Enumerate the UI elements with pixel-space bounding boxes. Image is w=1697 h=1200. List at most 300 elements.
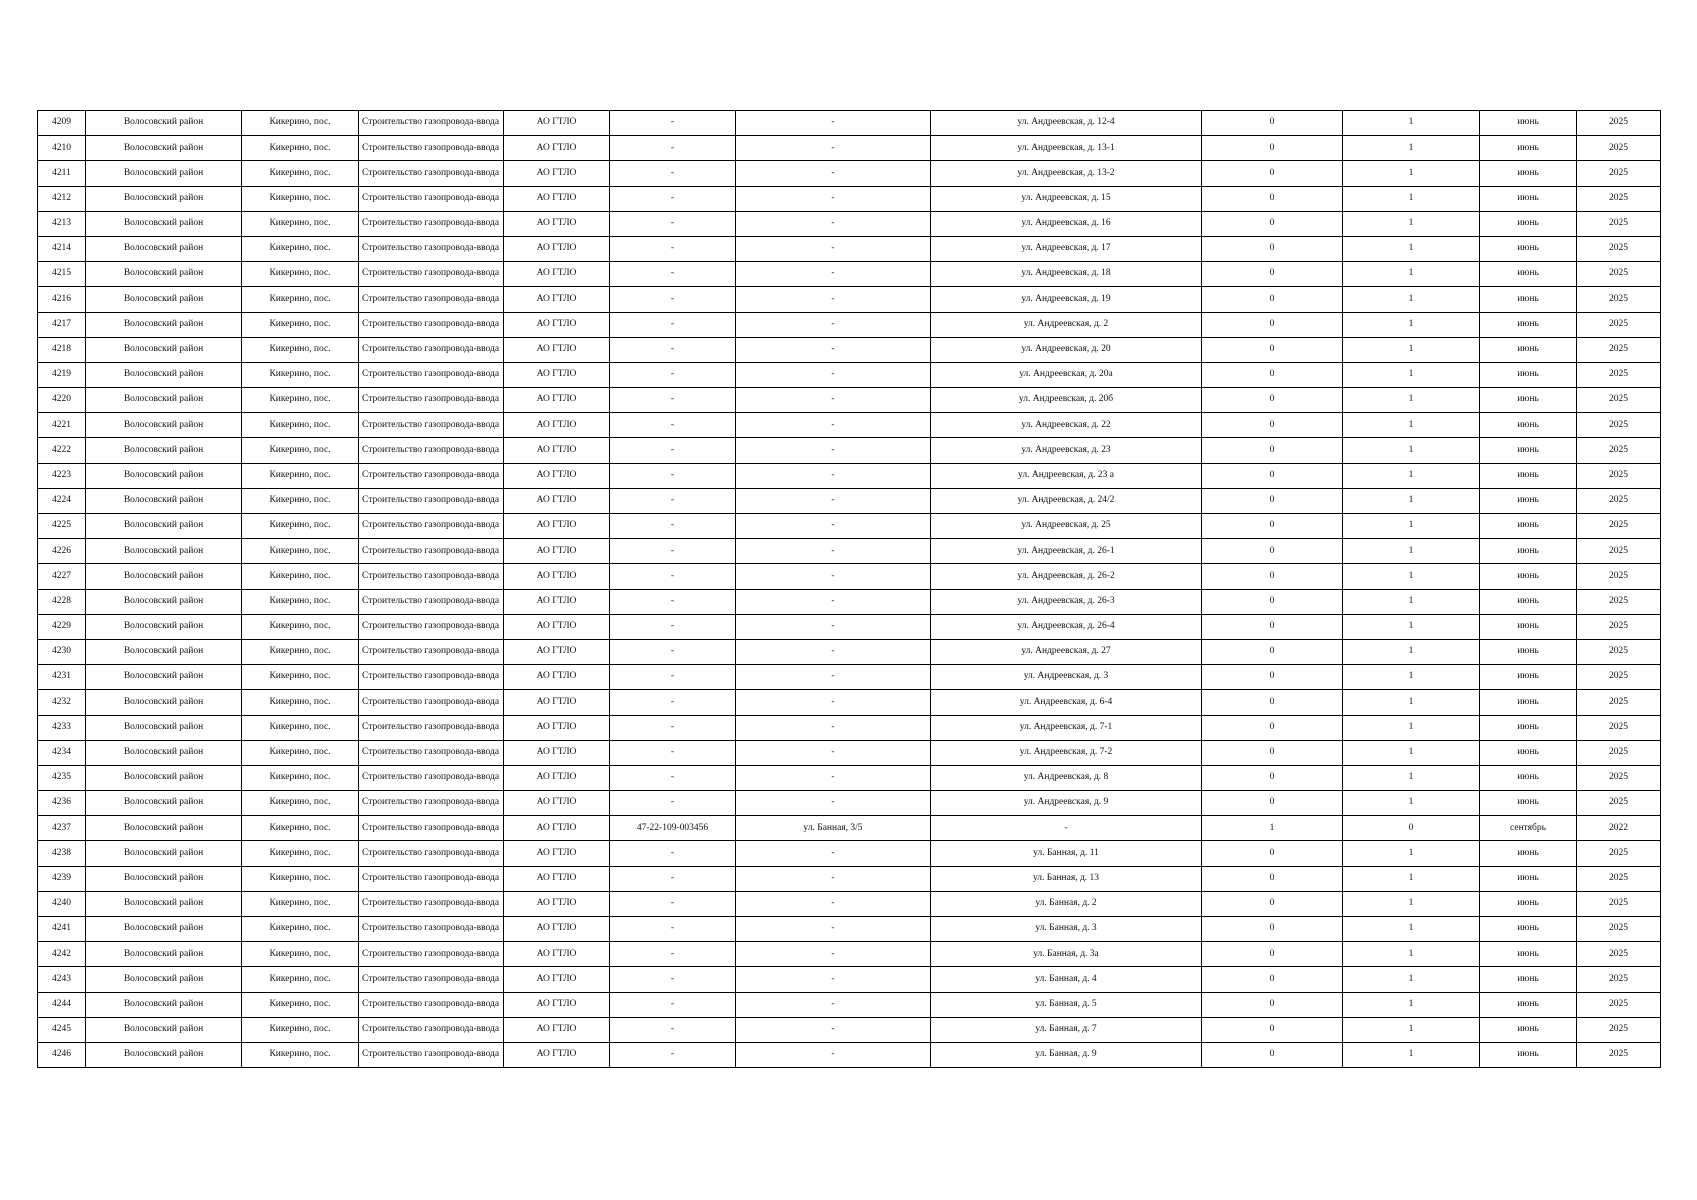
cadastral-number-cell: - — [610, 438, 736, 463]
document-page — [37, 110, 1660, 1068]
work-type-cell: Строительство газопровода-ввода — [359, 514, 504, 539]
connection-address-cell: ул. Банная, д. 5 — [931, 992, 1202, 1017]
district-cell: Волосовский район — [86, 539, 242, 564]
count-planned-cell: 1 — [1343, 1042, 1480, 1067]
count-planned-cell: 1 — [1343, 866, 1480, 891]
district-cell: Волосовский район — [86, 942, 242, 967]
cadastral-number-cell: - — [610, 262, 736, 287]
connection-address-cell: ул. Андреевская, д. 26-3 — [931, 589, 1202, 614]
connection-address-cell: ул. Андреевская, д. 9 — [931, 791, 1202, 816]
object-address-cell: - — [736, 463, 931, 488]
connection-address-cell: ул. Андреевская, д. 7-1 — [931, 715, 1202, 740]
organization-cell: АО ГТЛО — [504, 438, 610, 463]
settlement-cell: Кикерино, пос. — [242, 791, 359, 816]
connection-address-cell: ул. Андреевская, д. 20б — [931, 388, 1202, 413]
count-planned-cell: 1 — [1343, 917, 1480, 942]
connection-address-cell: ул. Андреевская, д. 16 — [931, 211, 1202, 236]
table-row — [38, 816, 1661, 841]
month-cell: июнь — [1480, 463, 1577, 488]
row-number-cell: 4209 — [38, 111, 86, 136]
organization-cell: АО ГТЛО — [504, 1042, 610, 1067]
count-planned-cell: 1 — [1343, 765, 1480, 790]
settlement-cell: Кикерино, пос. — [242, 740, 359, 765]
count-completed-cell: 0 — [1202, 891, 1343, 916]
row-number-cell: 4223 — [38, 463, 86, 488]
connection-address-cell: ул. Андреевская, д. 25 — [931, 514, 1202, 539]
settlement-cell: Кикерино, пос. — [242, 715, 359, 740]
organization-cell: АО ГТЛО — [504, 1017, 610, 1042]
cadastral-number-cell: - — [610, 1017, 736, 1042]
table-row — [38, 866, 1661, 891]
work-type-cell: Строительство газопровода-ввода — [359, 765, 504, 790]
count-planned-cell: 1 — [1343, 539, 1480, 564]
count-planned-cell: 1 — [1343, 1017, 1480, 1042]
object-address-cell: - — [736, 942, 931, 967]
cadastral-number-cell: - — [610, 765, 736, 790]
cadastral-number-cell: - — [610, 337, 736, 362]
row-number-cell: 4216 — [38, 287, 86, 312]
count-planned-cell: 1 — [1343, 236, 1480, 261]
organization-cell: АО ГТЛО — [504, 186, 610, 211]
count-completed-cell: 0 — [1202, 539, 1343, 564]
cadastral-number-cell: - — [610, 413, 736, 438]
settlement-cell: Кикерино, пос. — [242, 765, 359, 790]
work-type-cell: Строительство газопровода-ввода — [359, 967, 504, 992]
object-address-cell: - — [736, 564, 931, 589]
row-number-cell: 4226 — [38, 539, 86, 564]
organization-cell: АО ГТЛО — [504, 589, 610, 614]
row-number-cell: 4236 — [38, 791, 86, 816]
month-cell: июнь — [1480, 765, 1577, 790]
connection-address-cell: ул. Андреевская, д. 13-1 — [931, 136, 1202, 161]
work-type-cell: Строительство газопровода-ввода — [359, 1042, 504, 1067]
settlement-cell: Кикерино, пос. — [242, 665, 359, 690]
work-type-cell: Строительство газопровода-ввода — [359, 917, 504, 942]
month-cell: июнь — [1480, 639, 1577, 664]
cadastral-number-cell: - — [610, 362, 736, 387]
connection-address-cell: ул. Андреевская, д. 19 — [931, 287, 1202, 312]
count-planned-cell: 1 — [1343, 942, 1480, 967]
count-completed-cell: 0 — [1202, 287, 1343, 312]
month-cell: июнь — [1480, 967, 1577, 992]
organization-cell: АО ГТЛО — [504, 236, 610, 261]
month-cell: июнь — [1480, 514, 1577, 539]
year-cell: 2025 — [1577, 211, 1661, 236]
row-number-cell: 4220 — [38, 388, 86, 413]
district-cell: Волосовский район — [86, 614, 242, 639]
work-type-cell: Строительство газопровода-ввода — [359, 312, 504, 337]
table-row — [38, 186, 1661, 211]
settlement-cell: Кикерино, пос. — [242, 816, 359, 841]
settlement-cell: Кикерино, пос. — [242, 236, 359, 261]
month-cell: июнь — [1480, 1042, 1577, 1067]
object-address-cell: - — [736, 589, 931, 614]
object-address-cell: - — [736, 211, 931, 236]
object-address-cell: - — [736, 967, 931, 992]
count-planned-cell: 1 — [1343, 337, 1480, 362]
row-number-cell: 4233 — [38, 715, 86, 740]
object-address-cell: - — [736, 639, 931, 664]
row-number-cell: 4239 — [38, 866, 86, 891]
connection-address-cell: ул. Андреевская, д. 24/2 — [931, 488, 1202, 513]
settlement-cell: Кикерино, пос. — [242, 287, 359, 312]
table-row — [38, 942, 1661, 967]
settlement-cell: Кикерино, пос. — [242, 413, 359, 438]
settlement-cell: Кикерино, пос. — [242, 539, 359, 564]
year-cell: 2025 — [1577, 917, 1661, 942]
year-cell: 2025 — [1577, 111, 1661, 136]
cadastral-number-cell: - — [610, 564, 736, 589]
year-cell: 2025 — [1577, 312, 1661, 337]
count-planned-cell: 1 — [1343, 967, 1480, 992]
count-completed-cell: 0 — [1202, 1017, 1343, 1042]
organization-cell: АО ГТЛО — [504, 312, 610, 337]
connection-address-cell: ул. Банная, д. 13 — [931, 866, 1202, 891]
district-cell: Волосовский район — [86, 765, 242, 790]
table-row — [38, 715, 1661, 740]
connection-address-cell: ул. Андреевская, д. 2 — [931, 312, 1202, 337]
year-cell: 2025 — [1577, 161, 1661, 186]
work-type-cell: Строительство газопровода-ввода — [359, 665, 504, 690]
connection-address-cell: ул. Андреевская, д. 13-2 — [931, 161, 1202, 186]
table-row — [38, 136, 1661, 161]
count-completed-cell: 0 — [1202, 765, 1343, 790]
district-cell: Волосовский район — [86, 665, 242, 690]
month-cell: июнь — [1480, 665, 1577, 690]
object-address-cell: - — [736, 236, 931, 261]
organization-cell: АО ГТЛО — [504, 161, 610, 186]
year-cell: 2025 — [1577, 967, 1661, 992]
row-number-cell: 4217 — [38, 312, 86, 337]
district-cell: Волосовский район — [86, 287, 242, 312]
count-completed-cell: 0 — [1202, 614, 1343, 639]
work-type-cell: Строительство газопровода-ввода — [359, 690, 504, 715]
district-cell: Волосовский район — [86, 564, 242, 589]
count-planned-cell: 1 — [1343, 438, 1480, 463]
connection-address-cell: ул. Андреевская, д. 15 — [931, 186, 1202, 211]
cadastral-number-cell: - — [610, 287, 736, 312]
month-cell: июнь — [1480, 992, 1577, 1017]
row-number-cell: 4224 — [38, 488, 86, 513]
cadastral-number-cell: - — [610, 841, 736, 866]
year-cell: 2025 — [1577, 136, 1661, 161]
count-planned-cell: 1 — [1343, 841, 1480, 866]
row-number-cell: 4245 — [38, 1017, 86, 1042]
cadastral-number-cell: - — [610, 791, 736, 816]
settlement-cell: Кикерино, пос. — [242, 362, 359, 387]
month-cell: сентябрь — [1480, 816, 1577, 841]
table-row — [38, 312, 1661, 337]
settlement-cell: Кикерино, пос. — [242, 514, 359, 539]
district-cell: Волосовский район — [86, 236, 242, 261]
settlement-cell: Кикерино, пос. — [242, 136, 359, 161]
district-cell: Волосовский район — [86, 891, 242, 916]
year-cell: 2025 — [1577, 463, 1661, 488]
organization-cell: АО ГТЛО — [504, 287, 610, 312]
month-cell: июнь — [1480, 136, 1577, 161]
count-completed-cell: 0 — [1202, 665, 1343, 690]
count-planned-cell: 1 — [1343, 891, 1480, 916]
month-cell: июнь — [1480, 917, 1577, 942]
district-cell: Волосовский район — [86, 161, 242, 186]
month-cell: июнь — [1480, 564, 1577, 589]
work-type-cell: Строительство газопровода-ввода — [359, 841, 504, 866]
organization-cell: АО ГТЛО — [504, 488, 610, 513]
work-type-cell: Строительство газопровода-ввода — [359, 262, 504, 287]
count-planned-cell: 1 — [1343, 463, 1480, 488]
work-type-cell: Строительство газопровода-ввода — [359, 564, 504, 589]
object-address-cell: ул. Банная, 3/5 — [736, 816, 931, 841]
row-number-cell: 4232 — [38, 690, 86, 715]
organization-cell: АО ГТЛО — [504, 564, 610, 589]
district-cell: Волосовский район — [86, 514, 242, 539]
district-cell: Волосовский район — [86, 312, 242, 337]
work-type-cell: Строительство газопровода-ввода — [359, 337, 504, 362]
year-cell: 2025 — [1577, 262, 1661, 287]
count-planned-cell: 1 — [1343, 111, 1480, 136]
connection-address-cell: ул. Банная, д. 9 — [931, 1042, 1202, 1067]
month-cell: июнь — [1480, 161, 1577, 186]
month-cell: июнь — [1480, 791, 1577, 816]
table-row — [38, 488, 1661, 513]
district-cell: Волосовский район — [86, 690, 242, 715]
work-type-cell: Строительство газопровода-ввода — [359, 211, 504, 236]
count-planned-cell: 1 — [1343, 362, 1480, 387]
count-planned-cell: 1 — [1343, 488, 1480, 513]
object-address-cell: - — [736, 262, 931, 287]
organization-cell: АО ГТЛО — [504, 362, 610, 387]
organization-cell: АО ГТЛО — [504, 891, 610, 916]
district-cell: Волосовский район — [86, 740, 242, 765]
year-cell: 2025 — [1577, 992, 1661, 1017]
object-address-cell: - — [736, 186, 931, 211]
count-planned-cell: 1 — [1343, 740, 1480, 765]
month-cell: июнь — [1480, 111, 1577, 136]
connection-address-cell: ул. Андреевская, д. 17 — [931, 236, 1202, 261]
object-address-cell: - — [736, 539, 931, 564]
count-planned-cell: 1 — [1343, 312, 1480, 337]
year-cell: 2025 — [1577, 891, 1661, 916]
object-address-cell: - — [736, 413, 931, 438]
count-completed-cell: 0 — [1202, 740, 1343, 765]
connection-address-cell: ул. Андреевская, д. 12-4 — [931, 111, 1202, 136]
table-row — [38, 438, 1661, 463]
connection-address-cell: ул. Андреевская, д. 23 а — [931, 463, 1202, 488]
cadastral-number-cell: - — [610, 992, 736, 1017]
count-completed-cell: 0 — [1202, 564, 1343, 589]
organization-cell: АО ГТЛО — [504, 136, 610, 161]
work-type-cell: Строительство газопровода-ввода — [359, 715, 504, 740]
connection-address-cell: ул. Андреевская, д. 22 — [931, 413, 1202, 438]
district-cell: Волосовский район — [86, 841, 242, 866]
object-address-cell: - — [736, 715, 931, 740]
object-address-cell: - — [736, 287, 931, 312]
month-cell: июнь — [1480, 891, 1577, 916]
count-planned-cell: 1 — [1343, 992, 1480, 1017]
district-cell: Волосовский район — [86, 388, 242, 413]
connection-address-cell: ул. Банная, д. 3а — [931, 942, 1202, 967]
table-row — [38, 287, 1661, 312]
object-address-cell: - — [736, 514, 931, 539]
object-address-cell: - — [736, 841, 931, 866]
connection-address-cell: ул. Андреевская, д. 6-4 — [931, 690, 1202, 715]
organization-cell: АО ГТЛО — [504, 639, 610, 664]
year-cell: 2025 — [1577, 639, 1661, 664]
cadastral-number-cell: - — [610, 463, 736, 488]
object-address-cell: - — [736, 111, 931, 136]
object-address-cell: - — [736, 337, 931, 362]
district-cell: Волосовский район — [86, 992, 242, 1017]
month-cell: июнь — [1480, 312, 1577, 337]
connection-address-cell: ул. Андреевская, д. 27 — [931, 639, 1202, 664]
month-cell: июнь — [1480, 236, 1577, 261]
object-address-cell: - — [736, 488, 931, 513]
count-completed-cell: 0 — [1202, 413, 1343, 438]
month-cell: июнь — [1480, 942, 1577, 967]
settlement-cell: Кикерино, пос. — [242, 463, 359, 488]
district-cell: Волосовский район — [86, 967, 242, 992]
row-number-cell: 4218 — [38, 337, 86, 362]
year-cell: 2025 — [1577, 841, 1661, 866]
count-planned-cell: 1 — [1343, 262, 1480, 287]
organization-cell: АО ГТЛО — [504, 514, 610, 539]
district-cell: Волосовский район — [86, 791, 242, 816]
cadastral-number-cell: - — [610, 589, 736, 614]
settlement-cell: Кикерино, пос. — [242, 967, 359, 992]
organization-cell: АО ГТЛО — [504, 690, 610, 715]
district-cell: Волосовский район — [86, 136, 242, 161]
cadastral-number-cell: - — [610, 967, 736, 992]
month-cell: июнь — [1480, 1017, 1577, 1042]
work-type-cell: Строительство газопровода-ввода — [359, 740, 504, 765]
work-type-cell: Строительство газопровода-ввода — [359, 791, 504, 816]
table-row — [38, 413, 1661, 438]
year-cell: 2025 — [1577, 690, 1661, 715]
row-number-cell: 4215 — [38, 262, 86, 287]
row-number-cell: 4214 — [38, 236, 86, 261]
connection-address-cell: ул. Андреевская, д. 26-4 — [931, 614, 1202, 639]
cadastral-number-cell: - — [610, 236, 736, 261]
organization-cell: АО ГТЛО — [504, 967, 610, 992]
district-cell: Волосовский район — [86, 1042, 242, 1067]
organization-cell: АО ГТЛО — [504, 337, 610, 362]
cadastral-number-cell: - — [610, 891, 736, 916]
row-number-cell: 4231 — [38, 665, 86, 690]
district-cell: Волосовский район — [86, 1017, 242, 1042]
work-type-cell: Строительство газопровода-ввода — [359, 942, 504, 967]
cadastral-number-cell: - — [610, 917, 736, 942]
count-planned-cell: 1 — [1343, 564, 1480, 589]
cadastral-number-cell: - — [610, 161, 736, 186]
year-cell: 2025 — [1577, 236, 1661, 261]
object-address-cell: - — [736, 992, 931, 1017]
row-number-cell: 4212 — [38, 186, 86, 211]
year-cell: 2025 — [1577, 791, 1661, 816]
district-cell: Волосовский район — [86, 211, 242, 236]
settlement-cell: Кикерино, пос. — [242, 1042, 359, 1067]
count-completed-cell: 0 — [1202, 111, 1343, 136]
table-body — [38, 111, 1661, 1068]
district-cell: Волосовский район — [86, 589, 242, 614]
row-number-cell: 4210 — [38, 136, 86, 161]
month-cell: июнь — [1480, 413, 1577, 438]
table-row — [38, 111, 1661, 136]
work-type-cell: Строительство газопровода-ввода — [359, 589, 504, 614]
count-planned-cell: 1 — [1343, 614, 1480, 639]
month-cell: июнь — [1480, 539, 1577, 564]
settlement-cell: Кикерино, пос. — [242, 161, 359, 186]
organization-cell: АО ГТЛО — [504, 388, 610, 413]
count-completed-cell: 0 — [1202, 1042, 1343, 1067]
organization-cell: АО ГТЛО — [504, 791, 610, 816]
count-completed-cell: 0 — [1202, 715, 1343, 740]
work-type-cell: Строительство газопровода-ввода — [359, 488, 504, 513]
work-type-cell: Строительство газопровода-ввода — [359, 438, 504, 463]
count-completed-cell: 0 — [1202, 841, 1343, 866]
connection-address-cell: ул. Андреевская, д. 20 — [931, 337, 1202, 362]
settlement-cell: Кикерино, пос. — [242, 614, 359, 639]
cadastral-number-cell: 47-22-109-003456 — [610, 816, 736, 841]
row-number-cell: 4228 — [38, 589, 86, 614]
table-row — [38, 967, 1661, 992]
count-completed-cell: 0 — [1202, 136, 1343, 161]
year-cell: 2025 — [1577, 362, 1661, 387]
table-row — [38, 539, 1661, 564]
table-row — [38, 992, 1661, 1017]
connection-address-cell: ул. Андреевская, д. 7-2 — [931, 740, 1202, 765]
object-address-cell: - — [736, 136, 931, 161]
table-row — [38, 1042, 1661, 1067]
count-completed-cell: 0 — [1202, 262, 1343, 287]
row-number-cell: 4222 — [38, 438, 86, 463]
object-address-cell: - — [736, 665, 931, 690]
table-row — [38, 639, 1661, 664]
district-cell: Волосовский район — [86, 337, 242, 362]
work-type-cell: Строительство газопровода-ввода — [359, 463, 504, 488]
organization-cell: АО ГТЛО — [504, 765, 610, 790]
settlement-cell: Кикерино, пос. — [242, 111, 359, 136]
count-completed-cell: 0 — [1202, 967, 1343, 992]
month-cell: июнь — [1480, 337, 1577, 362]
count-completed-cell: 0 — [1202, 337, 1343, 362]
work-type-cell: Строительство газопровода-ввода — [359, 287, 504, 312]
organization-cell: АО ГТЛО — [504, 665, 610, 690]
settlement-cell: Кикерино, пос. — [242, 211, 359, 236]
organization-cell: АО ГТЛО — [504, 841, 610, 866]
cadastral-number-cell: - — [610, 715, 736, 740]
district-cell: Волосовский район — [86, 866, 242, 891]
year-cell: 2025 — [1577, 488, 1661, 513]
district-cell: Волосовский район — [86, 463, 242, 488]
table-row — [38, 690, 1661, 715]
settlement-cell: Кикерино, пос. — [242, 564, 359, 589]
work-type-cell: Строительство газопровода-ввода — [359, 236, 504, 261]
work-type-cell: Строительство газопровода-ввода — [359, 388, 504, 413]
count-planned-cell: 1 — [1343, 514, 1480, 539]
organization-cell: АО ГТЛО — [504, 917, 610, 942]
cadastral-number-cell: - — [610, 740, 736, 765]
settlement-cell: Кикерино, пос. — [242, 866, 359, 891]
count-planned-cell: 1 — [1343, 690, 1480, 715]
count-completed-cell: 0 — [1202, 917, 1343, 942]
table-row — [38, 362, 1661, 387]
work-type-cell: Строительство газопровода-ввода — [359, 539, 504, 564]
year-cell: 2025 — [1577, 614, 1661, 639]
year-cell: 2025 — [1577, 866, 1661, 891]
count-planned-cell: 1 — [1343, 791, 1480, 816]
count-planned-cell: 0 — [1343, 816, 1480, 841]
month-cell: июнь — [1480, 211, 1577, 236]
